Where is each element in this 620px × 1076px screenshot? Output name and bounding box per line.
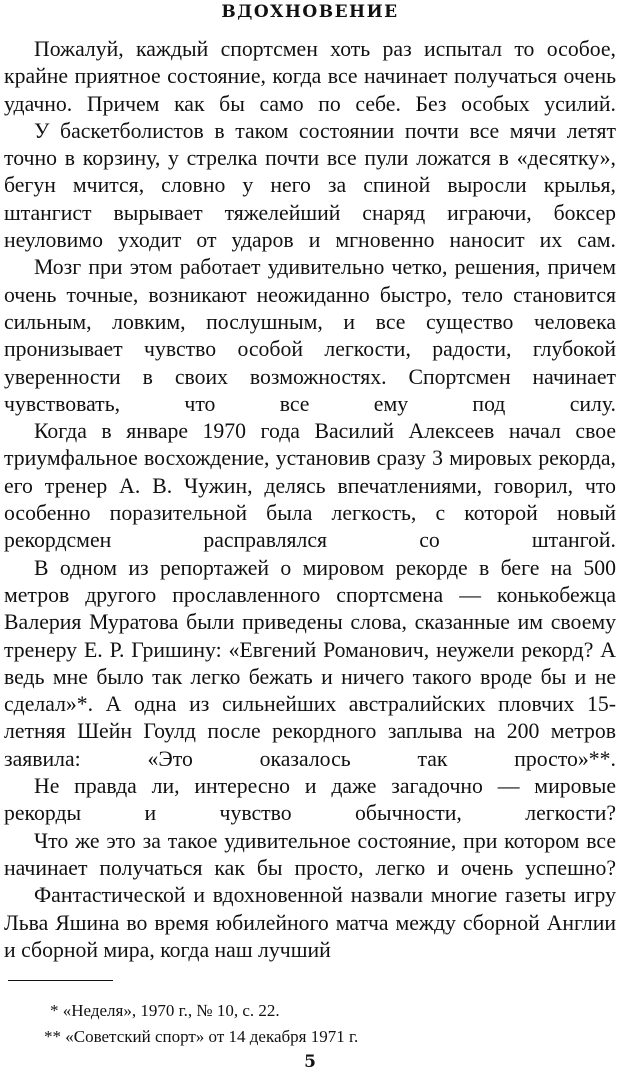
paragraph: Пожалуй, каждый спортсмен хоть раз испытал то особое, крайне приятное состояние, когда все начинает получаться очень удачно. Причем как бы само по себе. Без особых усилий. xyxy=(4,37,616,116)
footnote: ** «Советский спорт» от 14 декабря 1971 г. xyxy=(44,1027,359,1046)
footnote: * «Неделя», 1970 г., № 10, с. 22. xyxy=(50,1001,280,1020)
page-number: 5 xyxy=(304,1052,316,1072)
chapter-title: ВДОХНОВЕНИЕ xyxy=(221,2,399,22)
paragraph: Что же это за такое удивительное состояние, при котором все начинает получаться как бы просто, легко и очень успешно? xyxy=(4,828,616,880)
footnote-divider xyxy=(8,980,113,981)
paragraph: У баскетболистов в таком состоянии почти все мячи летят точно в корзину, у стрелка почти все пули ложатся в «десятку», бегун мчится, словно у него за спиной выросли крылья, штангист вырывает тяжелейший снаряд играючи, боксер неуловимо уходит от ударов и мгновенно наносит их сам. xyxy=(4,118,616,253)
body-text xyxy=(4,36,616,964)
paragraph: Мозг при этом работает удивительно четко, решения, причем очень точные, возникают неожиданно быстро, тело становится сильным, ловким, послушным, и все существо человека пронизывает чувство особой легкости, радости, глубокой уверенности в своих возможностях. Спортсмен начинает чувствовать, что все ему под силу. xyxy=(4,255,616,416)
paragraph: Не правда ли, интересно и даже загадочно — мировые рекорды и чувство обычности, легкости? xyxy=(4,774,616,826)
paragraph: В одном из репортажей о мировом рекорде в беге на 500 метров другого прославленного спортсмена — конькобежца Валерия Муратова были приведены слова, сказанные им своему тренеру Е. Р. Гришину: «Евгений Романович, неужели рекорд? А ведь мне было так легко бежать и ничего такого вроде бы и не сделал»*. А одна из сильнейших австралийских пловчих 15-летняя Шейн Гоулд после рекордного заплыва на 200 метров заявила: «Это оказалось так просто»**. xyxy=(4,555,616,771)
paragraph: Когда в январе 1970 года Василий Алексеев начал свое триумфальное восхождение, установив сразу 3 мировых рекорда, его тренер А. В. Чужин, делясь впечатлениями, говорил, что особенно поразительной была легкость, с которой новый рекордсмен расправлялся со штангой. xyxy=(4,419,616,553)
footnotes xyxy=(6,998,606,1050)
paragraph: Фантастической и вдохновенной назвали многие газеты игру Льва Яшина во время юбилейного матча между сборной Англии и сборной мира, когда наш лучший xyxy=(4,883,616,962)
